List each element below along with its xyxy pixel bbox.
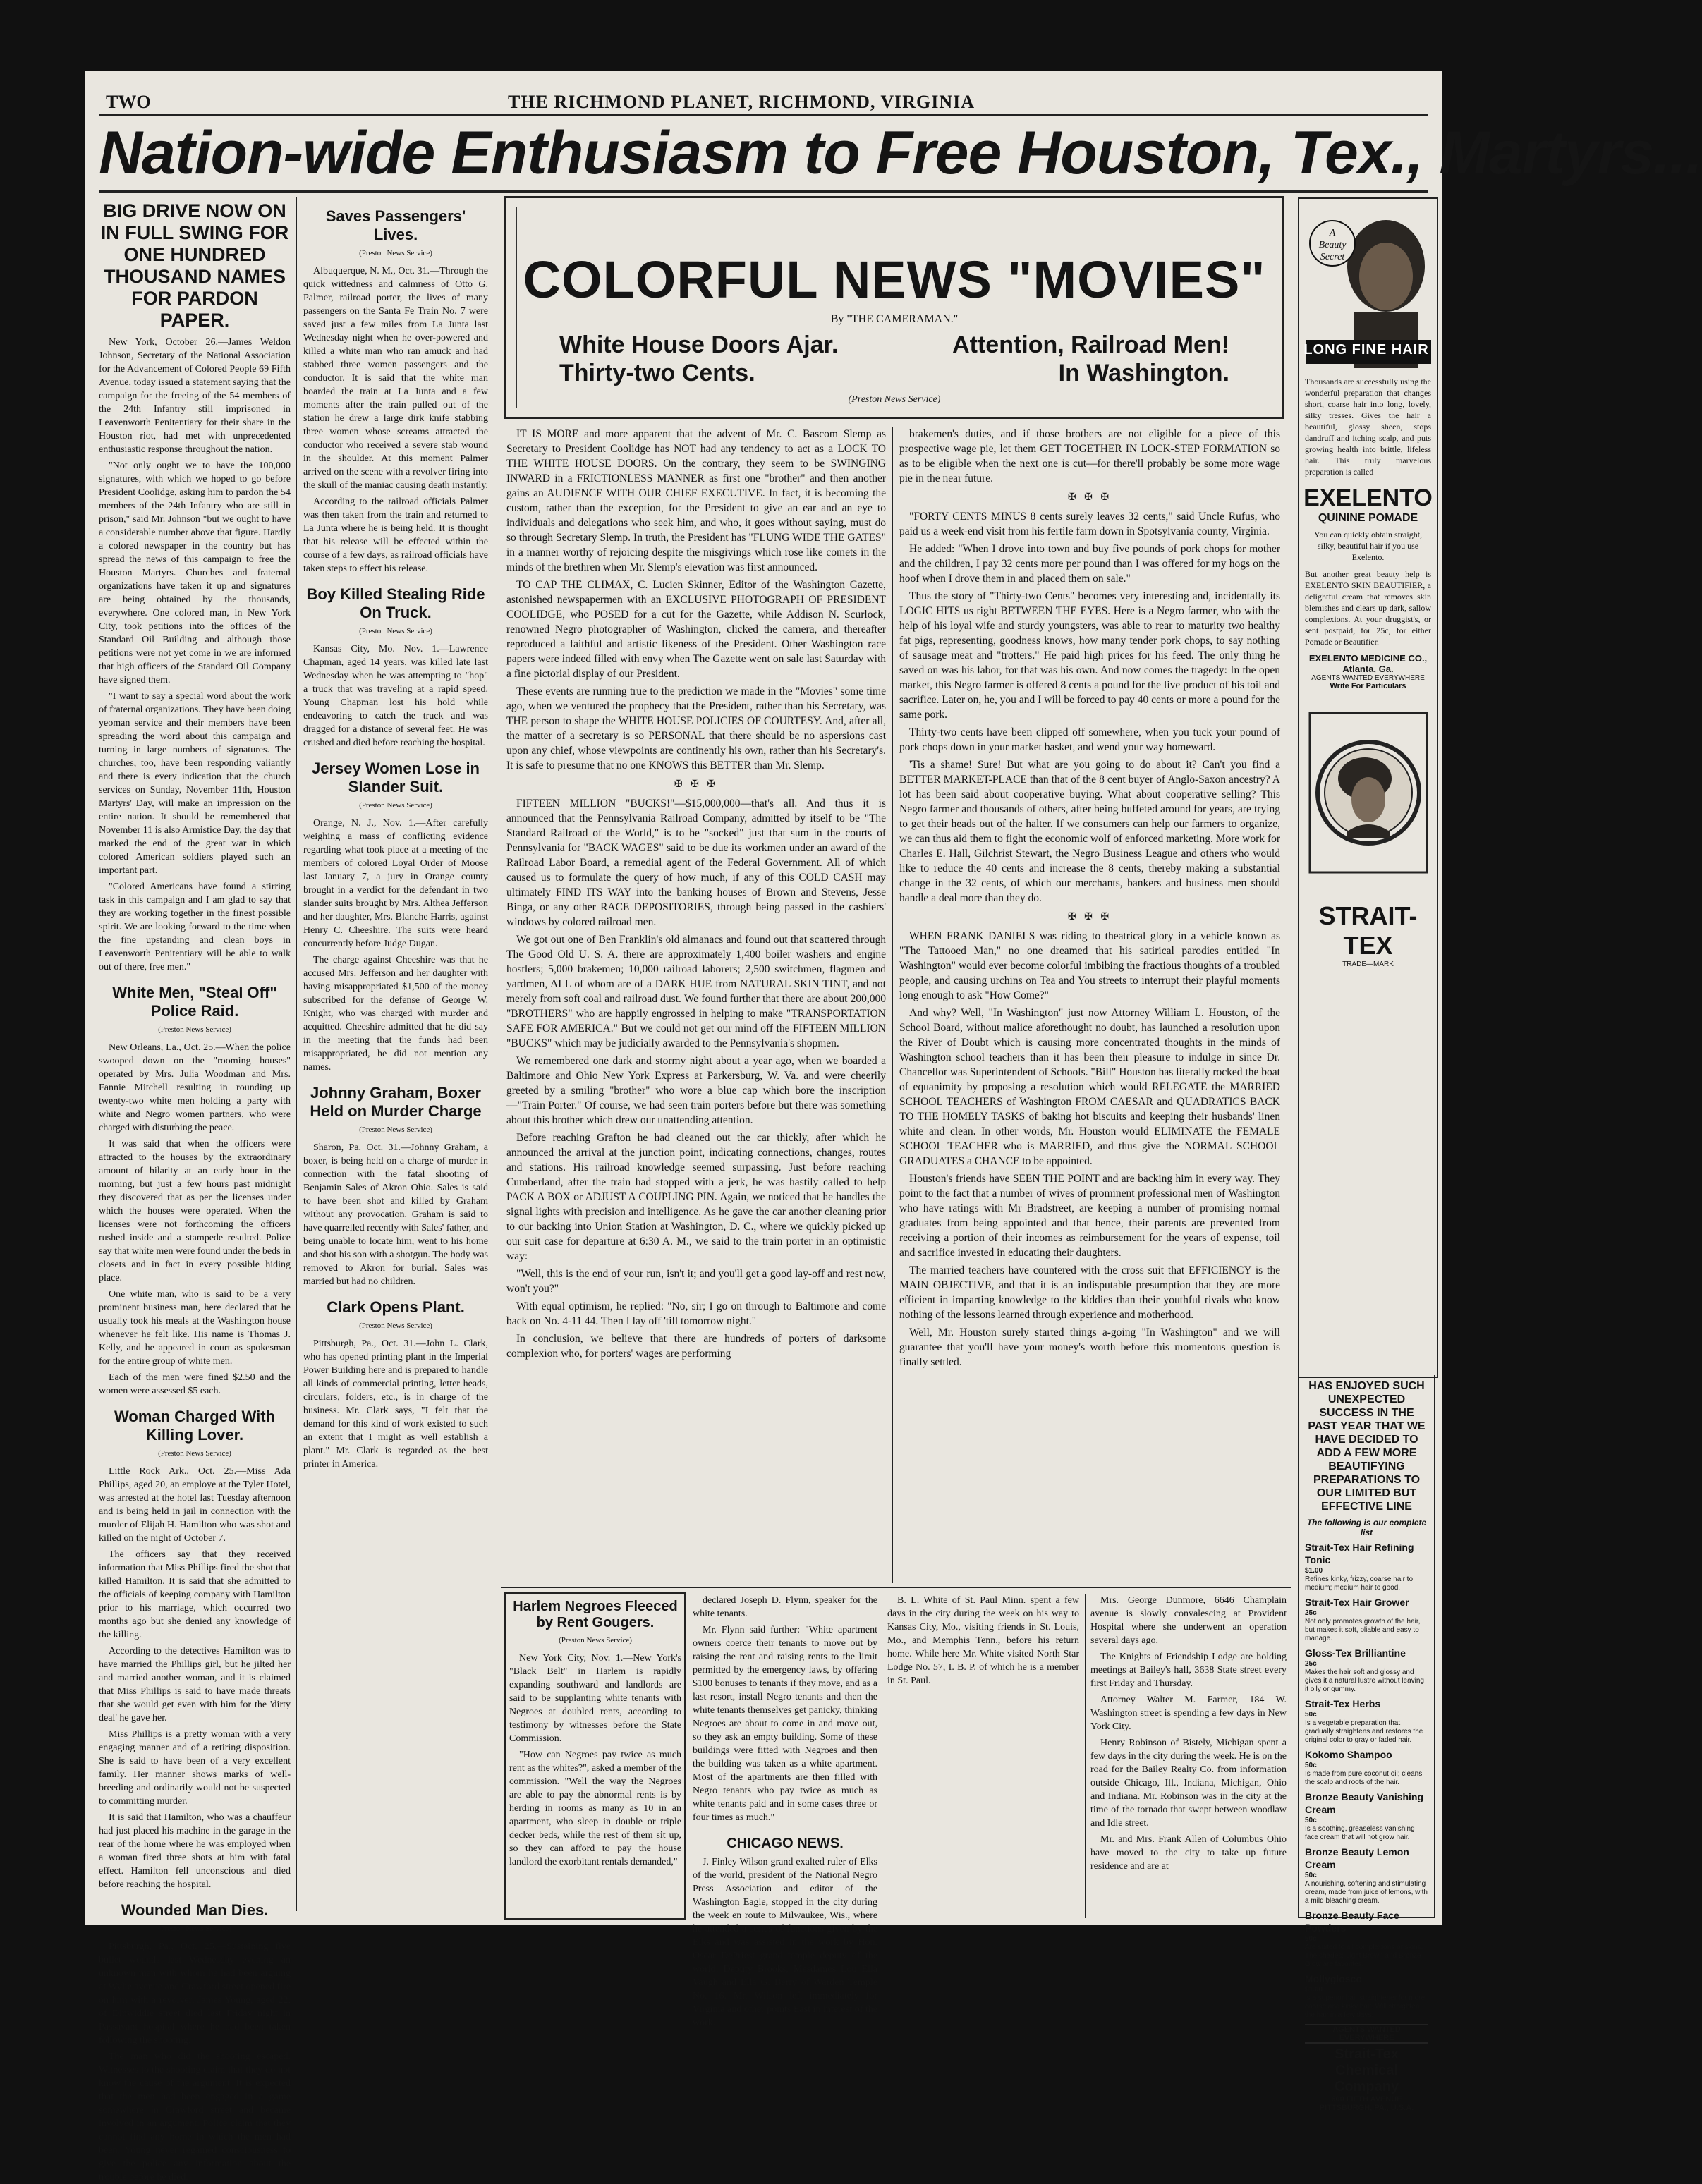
story-paragraph: Mrs. George Dunmore, 6646 Champlain avenue is slowly convalescing at Provident Hospital where she underwent an operation several days ago. [1090, 1595, 1287, 1646]
product-description: Is a soothing, greaseless vanishing face cream that will not grow hair. [1305, 1825, 1415, 1841]
ad-body: But another great beauty help is EXELENTO SKIN BEAUTIFIER, a delightful cream that removes skin blemishes and clears up dark, sallow complexions. At your druggist's, or sent postpaid, for 25c, for either Pomade or Beautifier. [1305, 569, 1431, 647]
subhead: White House Doors Ajar. [559, 331, 839, 358]
column-2 [303, 197, 488, 1918]
story-headline: Saves Passengers' Lives. [325, 207, 466, 243]
movies-header-box [504, 196, 1284, 419]
section-ornament: ✠ ✠ ✠ [674, 779, 719, 790]
story-paragraph: Mr. and Mrs. Frank Allen of Columbus Ohio have moved to the city to take up future residence and are at [1090, 1834, 1287, 1872]
story-paragraph: Attorney Walter M. Farmer, 184 W. Washington street is spending a few days in New York City. [1090, 1695, 1287, 1732]
product-name: Bronze Beauty Vanishing Cream [1305, 1791, 1424, 1815]
movies-column-b [899, 427, 1280, 1583]
product-price: $1.00 [1305, 1567, 1323, 1575]
movies-paragraph: 'Tis a shame! Sure! But what are you going to do about it? Can't you find a BETTER MARKET-PLACE than that of the 8 cent buyer of Anglo-Saxon ancestry? A lot has been said about cooperative buying. What about cooperative selling? This Negro farmer and thousands of others, after being buffeted around for years, are trying to get their heads out of the halter. If we consumers can help our farmers to organize, we can thus aid them to fight the economic wolf of enforced marketing. More work for Charles E. Hall, Gilchrist Stewart, the Negro Business League and others who would like to reduce the 40 cents and increase the 8 cents, thereby making a substantial change in the 32 cents, of which our merchants, bankers and business men should handle a deal more than they do. [899, 759, 1280, 904]
product-name: Bronze Beauty Lemon Cream [1305, 1846, 1409, 1870]
ad-body: Thousands are successfully using the wonderful preparation that changes short, coarse hair into long, lovely, silky tresses. Gives the hair a beautiful, glossy sheen, stops dandruff and itching scalp, and puts growing health into brittle, lifeless hair. This truly marvelous preparation is called [1305, 377, 1431, 477]
story-paragraph: It was said that when the officers were attracted to the houses by the extraordinary amount of hilarity at an early hour in the morning, but just a few hours past midnight they discovered that as per the licenses under which the houses were operated. When the licenses were not forthcoming the officers rushed inside and a stampede resulted. Police say that white men were found under the beds in closets and in fact in every possible hiding place. [99, 1139, 291, 1283]
story-paragraph: Orange, N. J., Nov. 1.—After carefully weighing a mass of conflicting evidence regarding what took place at a meeting of the members of colored Loyal Order of Moose last January 7, a jury in Orange county brought in a verdict for the defendant in two slander suits brought by Mrs. Althea Jefferson and her daughter, Mrs. Blanche Harris, against Henry C. Cheeshire. The suits were heard concurrently before Judge Dugan. [303, 818, 488, 949]
product-item [1305, 1910, 1428, 1969]
story-paragraph: According to the detectives Hamilton was to have married the Phillips girl, but he jilted her and married another woman, and it is claimed that Miss Phillips is said to have made threats that she would get even with him for the 'dirty deal' he gave her. [99, 1646, 291, 1724]
product-description: Refines kinky, frizzy, coarse hair to medium; medium hair to good. [1305, 1575, 1414, 1592]
story-paragraph: Albuquerque, N. M., Oct. 31.—Through the quick wittedness and calmness of Otto G. Palmer, railroad porter, the lives of many passengers on the Santa Fe Train No. 7 were saved just a few miles from La Junta last Wednesday night when he over-powered and killed a white man who ran amuck and had stabbed three women passengers and the conductor. It is said that the white man boarded the train at La Junta and a few moments after the train pulled out of the station he drew a large dirk knife stabbing three women whose screams attracted the conductor who received a severe stab wound in the shoulder. At this moment Palmer arrived on the scene with a revolver firing into the skull of the maniac causing death instantly. [303, 266, 488, 491]
story-paragraph: Miss Phillips is a pretty woman with a very engaging manner and of a retiring disposition. She is said to have been of a very excellent family. Her manner shows marks of well-breeding and ordinarily would not be suspected to committing murder. [99, 1729, 291, 1807]
product-item [1305, 1597, 1428, 1643]
strait-tex-brand: STRAIT-TEX [1318, 901, 1418, 960]
product-description: Not only promotes growth of the hair, but makes it soft, pliable and easy to manage. [1305, 1618, 1421, 1642]
story-service: (Preston News Service) [359, 627, 432, 635]
product-item [1305, 1542, 1428, 1592]
story-headline: White Men, "Steal Off" Police Raid. [112, 984, 277, 1020]
story-headline: Wounded Man Dies. [121, 1901, 269, 1919]
product-price: 50c [1305, 1935, 1317, 1943]
badge-text: Secret [1320, 252, 1345, 262]
movies-paragraph: And why? Well, "In Washington" just now Attorney William L. Houston, of the School Board, without malice aforethought no doubt, has launched a resolution upon the River of Doubt which is causing more concentrated thoughts in the minds of Washington school teachers than it has been their pleasure to indulge in since Dr. Chancellor was Superintendent of Schools. "Bill" Houston has literally rocked the boat of equanimity by proposing a resolution which would RELEGATE the MARRIED SCHOOL TEACHERS of Washington FROM CAESAR and QUADRATICS BACK TO THE HOMELY TASKS of baking hot biscuits and keeping their husbands' linen white and clean. In other words, Mr. Houston would ELIMINATE the FEMALE SCHOOL TEACHER who is MARRIED, and thus give the NORMAL SCHOOL GRADUATES a CHANCE to be appointed. [899, 1007, 1280, 1167]
company-name: EXELENTO MEDICINE CO., Atlanta, Ga. [1308, 653, 1428, 674]
story-paragraph: New Orleans, La., Oct. 25.—When the police swooped down on the "rooming houses" operated by Mrs. Julia Woodman and Mrs. Fannie Mitchell resulting in rounding up twenty-two white men holding a party with white and Negro women partners, who were charged with disturbing the peace. [99, 1042, 291, 1133]
story-paragraph: The charge against Cheeshire was that he accused Mrs. Jefferson and her daughter with having misappropriated $1,500 of the money subscribed for the defense of George W. Knight, who was charged with murder and acquitted. Cheeshire admitted that he did say in the meeting that the funds had been misappropriated, he did not mention any names. [303, 955, 488, 1073]
movies-paragraph: TO CAP THE CLIMAX, C. Lucien Skinner, Editor of the Washington Gazette, astonished newspapermen with an EXCLUSIVE PHOTOGRAPH OF PRESIDENT COOLIDGE, who POSED for a cut for the Gazette, while Addison N. Scurlock, renowned Negro photographer of Washington, clicked the camera, and thereafter reproduced a faithful and artistic likeness of the President. Other Washington race papers were indeed filled with envy when The Gazette went on sale last Saturday with a fine pictorial display of our President. [506, 579, 886, 680]
movies-title: COLORFUL NEWS "MOVIES" [523, 250, 1266, 309]
long-fine-hair-banner: LONG FINE HAIR [1303, 342, 1429, 358]
story-headline: Johnny Graham, Boxer Held on Murder Charge [310, 1084, 482, 1120]
movies-paragraph: We remembered one dark and stormy night about a year ago, when we boarded a Baltimore and Ohio New York Express at Parkersburg, W. Va. and were cheerily greeted by a smiling "brother" who wore a blue cap which bore the inscription—"Train Porter." Of course, we had seen train porters before but there was something about this brother which drew our unattending attention. [506, 1055, 886, 1126]
story-paragraph: Pittsburgh, Pa., Oct. 31.—John L. Clark, who has opened printing plant in the Imperial Power Building here and is prepared to handle all kinds of commercial printing, letter heads, circulars, folders, etc., is in charge of the business. Mr. Clark says, "I felt that the demand for this kind of work existed to such an extent that I might as well establish a plant." Mr. Clark is regarded as the best printer in America. [303, 1338, 488, 1470]
story-paragraph: B. L. White of St. Paul Minn. spent a few days in the city during the week on his way to Kansas City, Mo., visiting friends in St. Louis, Mo., and Memphis Tenn., before his return home. While here Mr. White visited North Star Lodge No. 57, I. B. P. of which he is a member in St. Paul. [887, 1595, 1079, 1686]
movies-paragraph: We got out one of Ben Franklin's old almanacs and found out that scattered through The Good Old U. S. A. there are approximately 1,400 boiler washers and engine hostlers; 5,000 brakemen; 10,000 railroad laborers; 2,500 switchmen, flagmen and yardmen, ALL of whom are of a DARK HUE from NATURAL SKIN TINT, and not merely from soft coal and railroad dust. We found further that there are about 200,000 "BROTHERS" who are happily engrossed in helping to make "TRANSPORTATION SAFE FOR AMERICA." But we could not get our mind off the FIFTEEN MILLION "BUCKS" which may be judicially awarded to the Pennsylvania's shopmen. [506, 934, 886, 1049]
story-service: (Preston News Service) [158, 1025, 231, 1034]
column-rule [1085, 1594, 1086, 1918]
movies-paragraph: With equal optimism, he replied: "No, sir; I go on through to Baltimore and come back on No. 4-11 44. Then I lay off 'till tomorrow night." [506, 1300, 886, 1327]
story-paragraph: Kansas City, Mo. Nov. 1.—Lawrence Chapman, aged 14 years, was killed late last Wednesday when he was attempting to "hop" a truck that was traveling at a rapid speed. Young Chapman lost his hold while endeavoring to catch the truck and was dragged for a distance of several feet. He was crushed and died before reaching the hospital. [303, 644, 488, 748]
product-item [1305, 1846, 1428, 1905]
running-head: THE RICHMOND PLANET, RICHMOND, VIRGINIA [508, 92, 975, 112]
product-price: $1.00 [1305, 1986, 1323, 1994]
story-service: (Preston News Service) [559, 1636, 632, 1645]
story-paragraph: J. Finley Wilson grand exalted ruler of Elks of the world, president of the National Negro Press Association and editor of the Washington Eagle, stopped in the city during the week en route to Milwaukee, Wis., where he attended a series of functions given by the Elks and was assisted in the work by Hon. Oscar DePriest grand temple deputy of the world; Deputy Brooks; Mesdames Lou Ella Vaugh and Ella G. Berry of Warden Temple No. 16. Mr. Wilson left immediately for Virginia and other points East in interest of the work. [693, 1857, 877, 2028]
badge-text: Beauty [1318, 240, 1347, 250]
product-description: Is made from pure coconut oil; cleans the scalp and roots of the hair. [1305, 1770, 1423, 1786]
story-service: (Preston News Service) [359, 801, 432, 810]
story-service: (Preston News Service) [359, 249, 432, 257]
movies-paragraph: "FORTY CENTS MINUS 8 cents surely leaves 32 cents," said Uncle Rufus, who paid us a week-end visit from his fertile farm down in Spotsylvania county, Virginia. [899, 511, 1280, 537]
product-name: Gloss-Tex Brilliantine [1305, 1647, 1406, 1659]
product-item [1305, 1647, 1428, 1694]
story-paragraph: Mr. Flynn said further: "White apartment owners coerce their tenants to move out by raising the rent and raising rents to the limit permitted by the emergency laws, by offering $100 bonuses to tenants if they move, and as a last resort, install Negro tenants and then the white tenants themselves get panicky, thinking Negroes are about to come in and move out, so they ask an empty building. Some of these buildings were fitted with Negroes and then the building was taken as a white apartment. Most of the apartments are then filled with Negro tenants who pay twice as much as white tenants paid and in some cases three or four times as much." [693, 1625, 877, 1823]
agents-wanted: AGENTS WANTED EVERYWHERE [1311, 674, 1425, 682]
product-name: Strait-Tex Hair Grower [1305, 1597, 1409, 1608]
product-item [1305, 1749, 1428, 1787]
movies-column-a [506, 427, 886, 1583]
subhead: Thirty-two Cents. [559, 360, 755, 386]
product-price: 25c [1305, 1609, 1317, 1617]
product-description: Is a superior hair straightener for more coarse and kinky hair. Will straighten the hair in a few days. [1305, 1994, 1426, 2019]
company-address: PITTSBURGH, PA., U.S.A. [1319, 2104, 1414, 2112]
pardon-paragraph: "Colored Americans have found a stirring task in this campaign and I am glad to say that they are working together in the finest possible spirit. We are looking forward to the time when the fine upstanding and clean boys in Leavenworth Penitentiary will be able to walk out of there, free men." [99, 881, 291, 972]
story-paragraph: Sharon, Pa. Oct. 31.—Johnny Graham, a boxer, is being held on a charge of murder in connection with the fatal shooting of Benjamin Sales of Akron Ohio. Sales is said to have been shot and killed by Graham without any provocation. Graham is said to have quarrelled recently with Sales' father, and being unable to locate him, went to his home and shot his son with a shotgun. The body was removed to Akron for burial. Sales was married but had no children. [303, 1142, 489, 1287]
subhead: In Washington. [1058, 360, 1229, 386]
bottom-column-3 [887, 1594, 1079, 1918]
story-paragraph: declared Joseph D. Flynn, speaker for the white tenants. [693, 1595, 877, 1619]
product-item [1305, 1973, 1428, 2020]
company-address: 600 FIFTH AVENUE [1331, 2095, 1402, 2104]
column-rule [892, 427, 893, 1583]
story-paragraph: Pittsburgh, Pa., Oct. 25.—Sustaining five bullet wounds last Wednesday evening an unknown man with whom he had been arguing at Wylie avenue and Crawford street opened fire on him with a revolver, James Young, aged 22, of Dinwiddie street died last Friday night in Passavant hospital where he had been taken following the shooting. [99, 1941, 291, 2046]
story-paragraph: According to the railroad officials Palmer was then taken from the train and returned to La Junta where he is being held. It is thought that his release will be effected within the course of a few days, as railroad officials have taken steps to effect his release. [303, 496, 488, 574]
movies-paragraph: "Well, this is the end of your run, isn't it; and you'll get a good lay-off and rest now, won't you?" [506, 1268, 886, 1295]
strait-tex-ad [1298, 1375, 1435, 2112]
product-list [1305, 1542, 1428, 2020]
pardon-paragraph: "Not only ought we to have the 100,000 signatures, with which we hoped to go before President Coolidge, asking him to pardon the 54 members of the 24th Infantry who are still in prison," said Mr. Johnson "but we ought to have a considerable number above that figure. Hardly a colored newspaper in the country but has spread the news of this campaign to free the Houston Martyrs. Churches and fraternal organizations have taken it up and signatures are being obtained by the thousands, everywhere. One colored man, in New York City, took petitions into the offices of the Standard Oil Building and although those petitions were not yet come in we are informed that high officers of the Standard Oil Company have signed them. [99, 460, 291, 685]
movies-paragraph: FIFTEEN MILLION "BUCKS!"—$15,000,000—that's all. And thus it is announced that the Pennsylvania Railroad Company, admitted by itself to be "The Standard Railroad of the World," is to be "socked" just that sum in the courts of Pennsylvania for "BACK WAGES" said to be due its workmen under an award of the Railroad Labor Board, a remedial agent of the Federal Government. All of which caused us to formulate the query of how much, if any of this COLD CASH may ultimately FIND ITS WAY into the banking houses of Brown and Stevens, Jesse Binga, or any other RACE DEPOSITORIES, through being passed in the cashiers' windows by colored railroad men. [506, 798, 886, 928]
story-headline: Boy Killed Stealing Ride On Truck. [306, 585, 485, 621]
movies-paragraph: These events are running true to the prediction we made in the "Movies" some time ago, when we ventured the prophecy that the President, rather than his Secretary, was THE person to shape the WHITE HOUSE POLICIES OF COURTESY. And, after all, the matter of a secretary is so PERSONAL that there should be no aspersions cast upon any chief, whose viewpoints are continently his own, rather than his Secretary's. It is safe to presume that no one KNOWS this BETTER than Mr. Slemp. [506, 685, 886, 771]
bottom-column-4 [1090, 1594, 1287, 1918]
story-headline: Woman Charged With Killing Lover. [114, 1408, 275, 1444]
story-paragraph: The officers say that they received information that Miss Phillips fired the shot that killed Hamilton. It is said that she admitted to the officials of keeping company with Hamilton prior to his marriage, which occurred two months ago but she denied any knowledge of the killing. [99, 1549, 291, 1640]
movies-byline: By "THE CAMERAMAN." [830, 313, 959, 325]
story-paragraph: Henry Robinson of Bistely, Michigan spent a few days in the city during the week. He is on the road for the Bailey Realty Co. from information outside Chicago, Ill., Indiana, Michigan, Ohio and Indiana. Mr. Robinson was in the city at the time of the tornado that swept between woodlaw and Idle street. [1090, 1738, 1287, 1829]
pardon-paragraph: "I want to say a special word about the work of fraternal organizations. They have been doing yeoman service and their members have been spreading the word about this campaign and turning in large numbers of signatures. The churches, too, have been responding valiantly and there is every indication that the church services on Sunday, November 11th, Houston Martyrs' Day, will make an impression on the entire nation. It should be remembered that November 11 is also Armistice Day, the day that marked the end of the great war in which colored American soldiers played such an important part. [99, 691, 291, 876]
movies-paragraph: brakemen's duties, and if those brothers are not eligible for a piece of this prospective wage pie, let them GET TOGETHER IN LOCK-STEP FORMATION so as to be eligible when the next one is cut—for there'll probably be some more wage pie in the near future. [899, 428, 1280, 484]
badge-text: A [1329, 228, 1336, 238]
story-paragraph: The man who did the shooting escaped. Witnesses to the shooting claim that they do not know the cause of the argument. It is expected that the men had been engaged in a game somewhere in Crawford street and became involved in an argument. Police claim that they cannot find any home in which the men had been. Young never regained consciousness to give the police any information about the trouble before he died. [99, 2051, 291, 2183]
story-headline: CHICAGO NEWS. [727, 1836, 844, 1851]
write-particulars: Write For Particulars [1330, 682, 1406, 690]
product-description: Is a vegetable preparation that gradually straightens and restores the original color to gray or faded hair. [1305, 1719, 1423, 1744]
pardon-deck: BIG DRIVE NOW ON IN FULL SWING FOR ONE HUNDRED THOUSAND NAMES FOR PARDON PAPER. [100, 200, 289, 331]
product-name: Strait-Tex Hair Refining Tonic [1305, 1542, 1414, 1566]
column-rule [296, 197, 297, 1911]
newspaper-page [85, 71, 1702, 2183]
story-paragraph: Little Rock Ark., Oct. 25.—Miss Ada Phillips, aged 20, an employe at the Tyler Hotel, was arrested at the hotel last Tuesday afternoon and is being held in jail in connection with the murder of Elijah H. Hamilton who was shot and killed on the night of October 7. [99, 1466, 291, 1544]
product-price: 50c [1305, 1872, 1317, 1879]
movies-paragraph: Well, Mr. Houston surely started things a-going "In Washington" and we will guarantee that you'll have your money's worth before this momentous question is finally settled. [899, 1326, 1280, 1368]
pardon-paragraph: New York, October 26.—James Weldon Johnson, Secretary of the National Association for the Advancement of Colored People 69 Fifth Avenue, today issued a statement saying that the campaign for the freeing of the 54 members of the 24th Infantry still imprisoned in Leavenworth Penitentiary for their share in the Houston riot, had met with unprecedented enthusiastic response throughout the nation. [99, 337, 291, 455]
headline-rule [99, 190, 1428, 193]
trademark: TRADE—MARK [1342, 960, 1394, 968]
story-service: (Preston News Service) [359, 1125, 432, 1134]
movies-service: (Preston News Service) [848, 394, 941, 405]
story-paragraph: The Knights of Friendship Lodge are holding meetings at Bailey's hall, 3638 State street every first Friday and Thursday. [1090, 1652, 1287, 1689]
movies-paragraph: Before reaching Grafton he had cleaned out the car thickly, after which he announced the arrival at the junction point, indicating connections, changes, routes and stations. His railroad knowledge seemed surpassing. Just before reaching Cumberland, after the train had stopped with a jerk, he was hastily called to help PACK A BOX or ADJUST A COUPLING PIN. Again, we noticed that he handles the signal lights with precision and intelligence. As he gave the car another cleaning prior to our backing into Union Station at Washington, D. C., where we quickly picked up our suit case for departure at 6:30 A. M., we said to the train porter in an optimistic way: [506, 1132, 886, 1262]
bottom-column-2 [693, 1594, 877, 2028]
product-item [1305, 1698, 1428, 1745]
product-price: 50c [1305, 1762, 1317, 1769]
exelento-brand: EXELENTO [1303, 484, 1433, 511]
list-heading: The following is our complete list [1306, 1518, 1427, 1537]
product-description: A nourishing, softening and stimulating cream, made from juice of lemons, with a mild bleaching cream. [1305, 1880, 1428, 1905]
product-price: 25c [1305, 1660, 1317, 1668]
movies-paragraph: IT IS MORE and more apparent that the advent of Mr. C. Bascom Slemp as Secretary to President Coolidge has NOT had any tendency to act as a LOCK TO THE WHITE HOUSE DOORS. On the contrary, they seem to be SWINGING INWARD in a FRICTIONLESS MANNER as first one "brother" and then another gains an AUDIENCE WITH OUR CHIEF EXECUTIVE. In fact, it is becoming the custom, rather than the exception, for the President to give an ear and an eye to individuals and delegations who seek him, and who, it goes without saying, must do so through Secretary Slemp. In truth, the President has "FLUNG WIDE THE GATES" in a manner worthy of rejoicing despite the misgivings which rose like comets in the minds of the brethren when Mr. Slemp's elevation was first announced. [506, 428, 886, 573]
section-ornament: ✠ ✠ ✠ [1067, 912, 1112, 922]
section-ornament: ✠ ✠ ✠ [1067, 492, 1112, 503]
movies-subheads-left [559, 331, 838, 387]
company-name: Chemical Company [1334, 2063, 1399, 2094]
product-name: Strait-Tex Herbs [1305, 1698, 1381, 1709]
story-service: (Preston News Service) [158, 1924, 231, 1933]
story-headline: Clark Opens Plant. [327, 1298, 465, 1316]
ad-body: You can quickly obtain straight, silky, beautiful hair if you use Exelento. [1313, 530, 1423, 562]
story-paragraph: One white man, who is said to be a very prominent business man, here declared that he usually took his meals at the Washington house whenever he felt like. His name is Thomas J. Kelly, and he appeared in court as spokesman for the entire group of white men. [99, 1289, 291, 1367]
movies-paragraph: Thus the story of "Thirty-two Cents" becomes very interesting and, incidentally its LOGIC HITS us right BETWEEN THE EYES. Here is a Negro farmer, who with the help of his loyal wife and sturdy youngsters, was able to rear to maturity two healthy fat pigs, representing, goodness knows, how many tender pork chops, to say nothing of sausage meat and "trotters." He paid high prices for his feed. The only thing he saved on was his labor, for that was his own. And now comes the tragedy: In the open market, this Negro farmer is offered 8 cents a pound for the live product of his toil and sacrifice. Later on, he, you and I will be forced to pay 40 cents or more a pound for the same pork. [899, 590, 1280, 721]
product-name: Bronze Beauty Face Powders [1305, 1910, 1399, 1934]
movies-subheads-right [952, 331, 1229, 387]
harlem-box [504, 1592, 686, 1920]
product-description: Are suited to all complexions or skins. The shades: Light Brown and Bronze Glow are favorites. [1305, 1944, 1423, 1968]
story-headline: Harlem Negroes Fleeced by Rent Gougers. [513, 1599, 678, 1630]
movies-paragraph: WHEN FRANK DANIELS was riding to theatrical glory in a vehicle known as "The Tattooed Man," no one dreamed that his satirical parodies entitled "In Washington" would ever become colorful imbibing the fractious thoughts of a troubled people, and causing urchins on Tea and You streets to interrupt their playful moments long enough to ask "How Come?" [899, 930, 1280, 1001]
agents-wanted: AGENTS WANTED EVERYWHERE [1305, 2024, 1428, 2044]
subhead: Attention, Railroad Men! [952, 331, 1229, 358]
strait-tex-pitch: HAS ENJOYED SUCH UNEXPECTED SUCCESS IN THE PAST YEAR THAT WE HAVE DECIDED TO ADD A FEW MORE BEAUTIFYING PREPARATIONS TO OUR LIMITED BUT EFFECTIVE LINE [1308, 1380, 1426, 1513]
exelento-sub: QUININE POMADE [1318, 512, 1418, 524]
story-paragraph: New York City, Nov. 1.—New York's "Black Belt" in Harlem is rapidly expanding southward and landlords are said to be supplanting white tenants with Negroes at doubled rents, according to testimony by witnesses before the State Commission. [509, 1653, 681, 1744]
movies-paragraph: The married teachers have countered with the cross suit that EFFICIENCY is the MAIN OBJECTIVE, and that it is an indisputable presumption that they are more efficient in imparting knowledge to the kiddies than their youthful rivals who know nothing of the lessons learned through experience and motherhood. [899, 1264, 1280, 1321]
product-name: Kokomo Shampoo [1305, 1749, 1392, 1760]
movies-paragraph: Houston's friends have SEEN THE POINT and are backing him in every way. They point to the fact that a number of wives of prominent professional men of Washington who have ratings with Mr Bradstreet, are keeping a number of promising normal graduates from being appointed and that hence, their parents are prevented from receiving a portion of their incomes as reimbursement for the years of expense, toil and sacrifice invested in educating their daughters. [899, 1173, 1280, 1259]
movies-inner-frame [516, 207, 1272, 408]
product-item [1305, 1791, 1428, 1842]
masthead-rule [99, 114, 1428, 116]
product-description: Makes the hair soft and glossy and gives it a natural lustre without leaving it oily or gummy. [1305, 1668, 1424, 1693]
story-headline: Jersey Women Lose in Slander Suit. [311, 759, 480, 795]
product-price: 50c [1305, 1711, 1317, 1719]
beauty-secret-badge [1309, 220, 1356, 267]
product-price: 50c [1305, 1817, 1317, 1824]
section-rule [501, 1587, 1291, 1588]
movies-paragraph: He added: "When I drove into town and buy five pounds of pork chops for mother and the children, I pay 32 cents more per pound than I was offered for my hogs on the hoof when I drove them in and placed them on sale." [899, 543, 1280, 585]
story-paragraph: It is said that Hamilton, who was a chauffeur had just placed his machine in the garage in the rear of the home where he was employed when a woman fired three shots at him with fatal effect. Hamilton fell unconscious and died before reaching the hospital. [99, 1812, 291, 1890]
story-paragraph: "How can Negroes pay twice as much rent as the whites?", asked a member of the commission. "Well the way the Negroes are able to pay the abnormal rents is by herding in rooms as many as 10 in an apartment, who sleep in double or triple decker beds, while the rest of them sit up, so they can afford to pay the house landlord the exorbitant rentals demanded," [509, 1750, 681, 1867]
company-name: Strait-Tex [1335, 2046, 1399, 2062]
story-paragraph: Each of the men were fined $2.50 and the women were assessed $5 each. [99, 1372, 291, 1396]
movies-paragraph: Thirty-two cents have been clipped off somewhere, when you tuck your pound of pork chops down in your market basket, and wend your way homeward. [899, 726, 1280, 753]
story-service: (Preston News Service) [158, 1449, 231, 1458]
movies-paragraph: In conclusion, we believe that there are hundreds of porters of darksome complexion who, for porters' wages are performing [506, 1333, 886, 1360]
banner-headline: Nation-wide Enthusiasm to Free Houston, Tex., Martyrs... [99, 119, 1702, 187]
story-service: (Preston News Service) [359, 1322, 432, 1330]
ornate-portrait-icon [1308, 712, 1428, 874]
page-number: TWO [106, 92, 151, 112]
beauty-ad [1298, 197, 1438, 1378]
column-1 [99, 197, 291, 2183]
product-name: Mollyglosco [1305, 1973, 1362, 1984]
